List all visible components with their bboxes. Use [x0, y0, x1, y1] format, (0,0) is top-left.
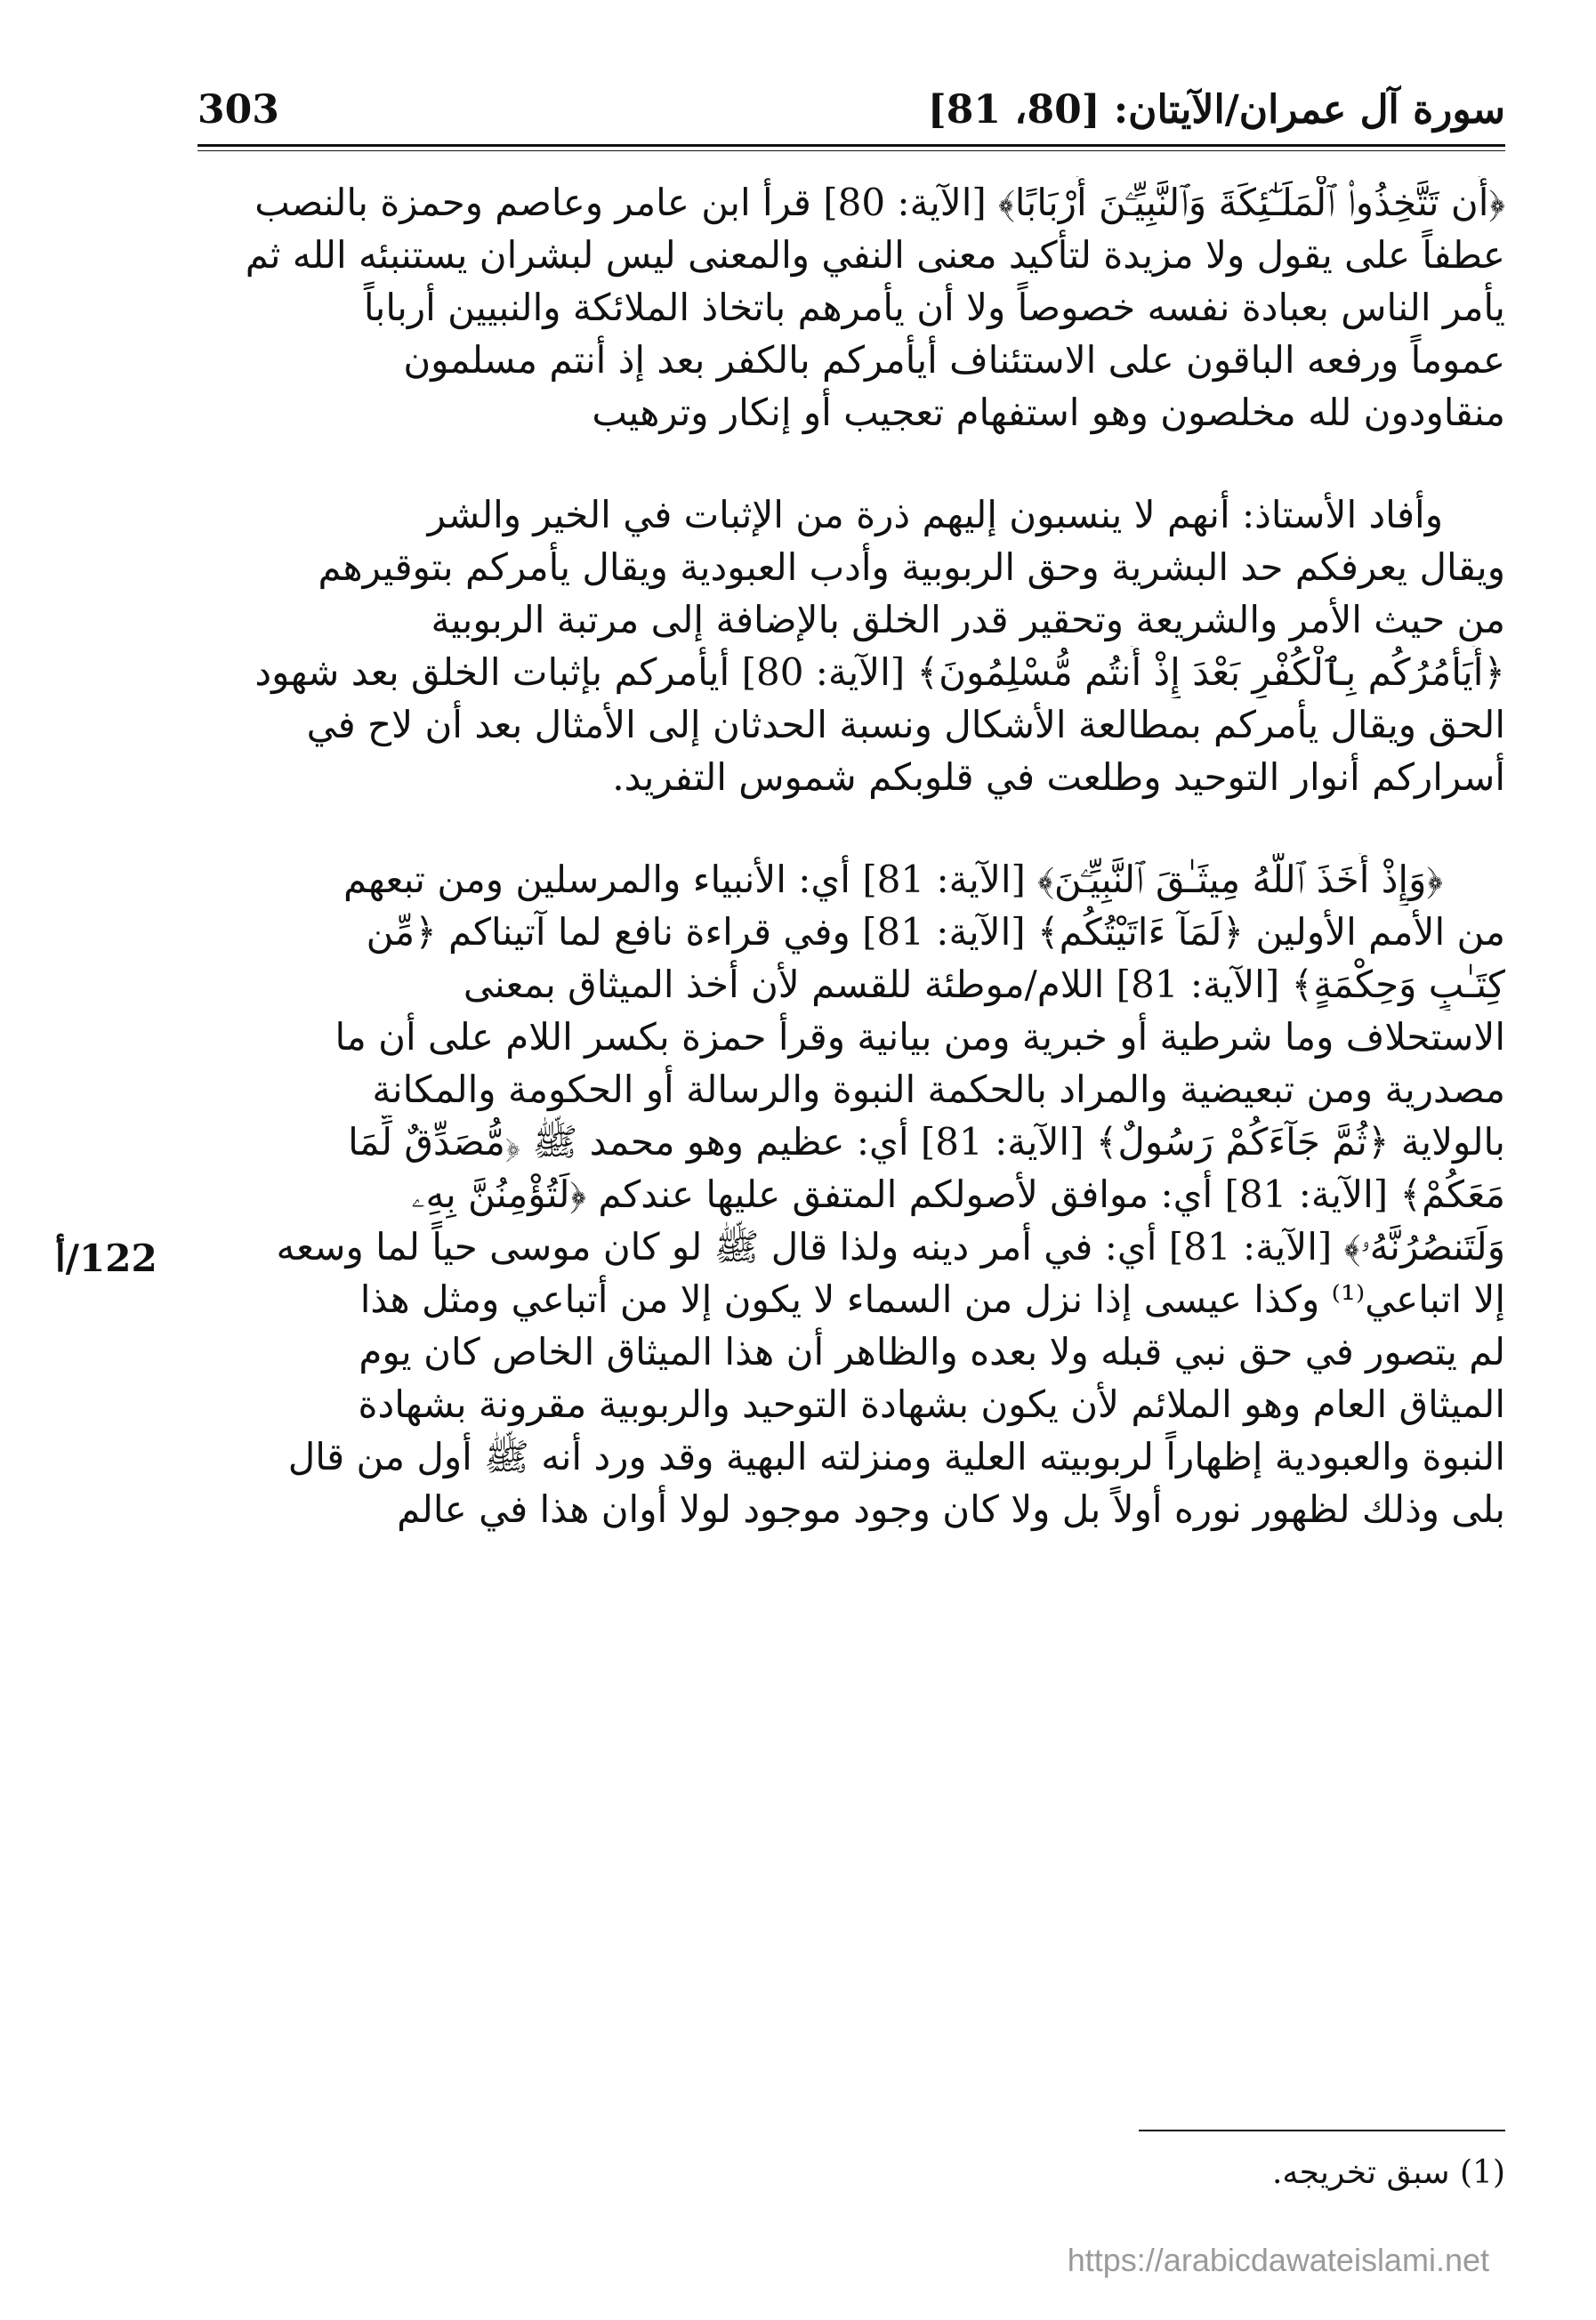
text-line: بالولاية ﴿ثُمَّ جَآءَكُمْ رَسُولٌ﴾ [الآية: 81] أي: عظيم وهو محمد ﷺ ﴿مُّصَدِّقٌ لِّمَا	[348, 1120, 1505, 1164]
text-line: وأفاد الأستاذ: أنهم لا ينسبون إليهم ذرة من الإثبات في الخير والشر	[427, 493, 1443, 536]
body-text	[197, 176, 1505, 1535]
text-line: ويقال يعرفكم حد البشرية وحق الربوبية وأدب العبودية ويقال يأمركم بتوقيرهم	[318, 545, 1505, 589]
text-line: عموماً ورفعه الباقون على الاستئناف أيأمركم بالكفر بعد إذ أنتم مسلمون	[403, 338, 1505, 382]
header-rule-thin	[197, 150, 1505, 151]
paragraph-gap	[197, 803, 1505, 853]
text-line: من الأمم الأولين ﴿لَمَآ ءَاتَيْتُكُم﴾ [الآية: 81] وفي قراءة نافع لما آتيناكم ﴿مِّن	[366, 910, 1505, 954]
text-line: الاستحلاف وما شرطية أو خبرية ومن بيانية وقرأ حمزة بكسر اللام على أن ما	[335, 1015, 1505, 1059]
text-line: عطفاً على يقول ولا مزيدة لتأكيد معنى النفي والمعنى ليس لبشران يستنبئه الله ثم	[245, 233, 1505, 277]
manuscript-folio-note: 122/أ	[55, 1237, 157, 1280]
text-line: منقاودون لله مخلصون وهو استفهام تعجيب أو إنكار وترهيب	[592, 391, 1505, 434]
text-line: إلا اتباعي⁽¹⁾ وكذا عيسى إذا نزل من السماء لا يكون إلا من أتباعي ومثل هذا	[359, 1277, 1505, 1321]
text-line: النبوة والعبودية إظهاراً لربوبيته العلية ومنزلته البهية وقد ورد أنه ﷺ أول من قال	[287, 1435, 1505, 1478]
header-rule	[197, 144, 1505, 147]
text-line: يأمر الناس بعبادة نفسه خصوصاً ولا أن يأمرهم باتخاذ الملائكة والنبيين أرباباً	[363, 286, 1505, 329]
text-line: مصدرية ومن تبعيضية والمراد بالحكمة النبوة والرسالة أو الحكومة والمكانة	[372, 1067, 1505, 1111]
text-line: وَلَتَنصُرُنَّهُۥ﴾ [الآية: 81] أي: في أمر دينه ولذا قال ﷺ لو كان موسى حياً لما وسعه	[276, 1225, 1505, 1269]
text-line: الميثاق العام وهو الملائم لأن يكون بشهادة التوحيد والربوبية مقرونة بشهادة	[358, 1382, 1505, 1426]
text-line: الحق ويقال يأمركم بمطالعة الأشكال ونسبة الحدثان إلى الأمثال بعد أن لاح في	[306, 703, 1505, 746]
text-line: من حيث الأمر والشريعة وتحقير قدر الخلق بالإضافة إلى مرتبة الربوبية	[431, 598, 1505, 641]
text-line: كِتَـٰبٍ وَحِكْمَةٍ﴾ [الآية: 81] اللام/موطئة للقسم لأن أخذ الميثاق بمعنى	[463, 963, 1505, 1006]
page-header	[197, 82, 1505, 144]
text-line: بلى وذلك لظهور نوره أولاً بل ولا كان وجود موجود لولا أوان هذا في عالم	[397, 1487, 1505, 1531]
text-line: مَعَكُمْ﴾ [الآية: 81] أي: موافق لأصولكم المتفق عليها عندكم ﴿لَتُؤْمِنُنَّ بِهِۦ	[411, 1172, 1505, 1216]
footnote-rule	[1139, 2130, 1505, 2131]
source-watermark: https://arabicdawateislami.net	[1067, 2242, 1489, 2278]
text-line: ﴿أَن تَتَّخِذُوا۟ ٱلْمَلَـٰٓئِكَةَ وَٱلنَّبِيِّـۧنَ أَرْبَابًا﴾ [الآية: 80] قرأ ابن عامر وعاصم وحمزة بالنصب	[254, 181, 1505, 224]
paragraph-gap	[197, 439, 1505, 488]
page-number: 303	[197, 87, 279, 133]
text-line: أسراركم أنوار التوحيد وطلعت في قلوبكم شموس التفريد.	[612, 755, 1505, 799]
footnote: (1) سبق تخريجه.	[1271, 2155, 1505, 2191]
text-line: لم يتصور في حق نبي قبله ولا بعده والظاهر أن هذا الميثاق الخاص كان يوم	[359, 1330, 1505, 1373]
text-line: ﴿أَيَأْمُرُكُم بِٱلْكُفْرِ بَعْدَ إِذْ أَنتُم مُّسْلِمُونَ﴾ [الآية: 80] أيأمركم بإثبات الخلق بعد شهود	[254, 650, 1505, 694]
running-title: سورة آل عمران/الآيتان: [80، 81]	[927, 87, 1505, 133]
text-line: ﴿وَإِذْ أَخَذَ ٱللَّهُ مِيثَـٰقَ ٱلنَّبِيِّـۧنَ﴾ [الآية: 81] أي: الأنبياء والمرسلين ومن تبعهم	[343, 858, 1443, 901]
